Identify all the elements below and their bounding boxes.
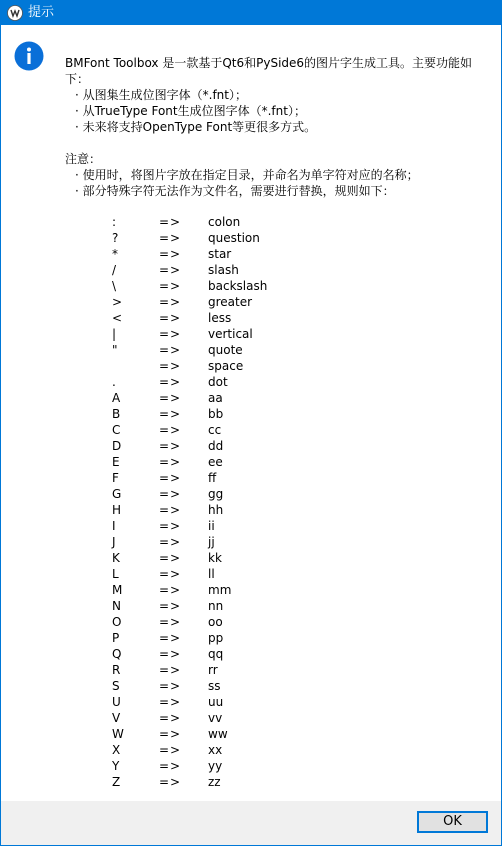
mapping-char: I (112, 519, 116, 533)
mapping-row (111, 342, 311, 358)
mapping-row (111, 534, 311, 550)
mapping-arrow: => (159, 535, 182, 549)
mapping-row (111, 326, 311, 342)
mapping-char: D (112, 439, 122, 453)
mapping-char: ? (112, 231, 119, 245)
mapping-char: U (112, 695, 121, 709)
mapping-arrow: => (159, 359, 182, 373)
mapping-arrow: => (159, 615, 182, 629)
mapping-arrow: => (159, 439, 182, 453)
mapping-char: L (112, 567, 119, 581)
mapping-arrow: => (159, 487, 182, 501)
mapping-name: star (208, 247, 232, 261)
mapping-row (111, 646, 311, 662)
mapping-arrow: => (159, 311, 182, 325)
mapping-char: Q (112, 647, 122, 661)
mapping-name: bb (208, 407, 224, 421)
mapping-char: S (112, 679, 120, 693)
button-bar (1, 801, 501, 845)
note-item: · 使用时，将图片字放在指定目录，并命名为单字符对应的名称； (75, 168, 419, 182)
mapping-name: nn (208, 599, 224, 613)
mapping-char: K (112, 551, 120, 565)
mapping-row (111, 694, 311, 710)
mapping-arrow: => (159, 327, 182, 341)
mapping-char: H (112, 503, 122, 517)
mapping-name: yy (208, 759, 223, 773)
mapping-row (111, 262, 311, 278)
mapping-arrow: => (159, 455, 182, 469)
feature-item: · 从TrueType Font生成位图字体（*.fnt）； (75, 104, 306, 118)
mapping-char: \ (112, 279, 117, 293)
mapping-char: " (112, 343, 118, 357)
mapping-row (111, 582, 311, 598)
mapping-row (111, 662, 311, 678)
mapping-char: . (112, 375, 116, 389)
mapping-row (111, 758, 311, 774)
mapping-name: ll (208, 567, 215, 581)
mapping-arrow: => (159, 743, 182, 757)
mapping-char: / (112, 263, 117, 277)
mapping-arrow: => (159, 471, 182, 485)
note-item: · 部分特殊字符无法作为文件名，需要进行替换，规则如下： (75, 184, 395, 198)
mapping-name: ii (208, 519, 215, 533)
mapping-name: pp (208, 631, 224, 645)
mapping-name: mm (208, 583, 232, 597)
mapping-row (111, 454, 311, 470)
mapping-arrow: => (159, 759, 182, 773)
mapping-row (111, 678, 311, 694)
mapping-char: F (112, 471, 119, 485)
mapping-name: slash (208, 263, 239, 277)
mapping-row (111, 406, 311, 422)
mapping-name: ww (208, 727, 228, 741)
mapping-arrow: => (159, 279, 182, 293)
mapping-arrow: => (159, 647, 182, 661)
mapping-row (111, 246, 311, 262)
mapping-arrow: => (159, 231, 182, 245)
mapping-name: dd (208, 439, 224, 453)
mapping-name: hh (208, 503, 224, 517)
mapping-row (111, 550, 311, 566)
mapping-arrow: => (159, 711, 182, 725)
mapping-char: : (112, 215, 117, 229)
mapping-arrow: => (159, 503, 182, 517)
mapping-row (111, 294, 311, 310)
app-icon (7, 5, 23, 21)
mapping-row (111, 630, 311, 646)
notes-title: 注意： (65, 152, 102, 166)
mapping-char: O (112, 615, 122, 629)
mapping-name: rr (208, 663, 218, 677)
mapping-row (111, 214, 311, 230)
mapping-char: W (112, 727, 124, 741)
mapping-arrow: => (159, 583, 182, 597)
feature-item: · 未来将支持OpenType Font等更很多方式。 (75, 120, 317, 134)
mapping-arrow: => (159, 663, 182, 677)
mapping-name: cc (208, 423, 222, 437)
mapping-arrow: => (159, 599, 182, 613)
mapping-arrow: => (159, 423, 182, 437)
mapping-row (111, 726, 311, 742)
mapping-row (111, 358, 311, 374)
mapping-name: xx (208, 743, 223, 757)
mapping-arrow: => (159, 247, 182, 261)
mapping-arrow: => (159, 391, 182, 405)
mapping-name: vv (208, 711, 223, 725)
mapping-name: ff (208, 471, 217, 485)
mapping-name: greater (208, 295, 253, 309)
mapping-row (111, 310, 311, 326)
mapping-name: colon (208, 215, 241, 229)
mapping-char: | (112, 327, 117, 341)
mapping-char: B (112, 407, 121, 421)
mapping-name: less (208, 311, 232, 325)
message-content (1, 25, 501, 801)
mapping-arrow: => (159, 407, 182, 421)
mapping-char: R (112, 663, 121, 677)
mapping-name: backslash (208, 279, 268, 293)
mapping-name: uu (208, 695, 224, 709)
mapping-name: vertical (208, 327, 253, 341)
mapping-char: P (112, 631, 120, 645)
mapping-name: qq (208, 647, 224, 661)
mapping-name: ss (208, 679, 221, 693)
mapping-arrow: => (159, 567, 182, 581)
mapping-row (111, 614, 311, 630)
mapping-row (111, 598, 311, 614)
mapping-arrow: => (159, 215, 182, 229)
mapping-char: M (112, 583, 123, 597)
mapping-row (111, 390, 311, 406)
mapping-name: quote (208, 343, 243, 357)
mapping-char: < (112, 311, 123, 325)
mapping-row (111, 710, 311, 726)
title-bar[interactable] (1, 1, 501, 25)
mapping-arrow: => (159, 727, 182, 741)
mapping-row (111, 502, 311, 518)
mapping-char: N (112, 599, 121, 613)
ok-button[interactable]: OK (417, 811, 488, 833)
mapping-row (111, 566, 311, 582)
mapping-arrow: => (159, 263, 182, 277)
mapping-arrow: => (159, 775, 182, 789)
mapping-char: Z (112, 775, 121, 789)
mapping-row (111, 422, 311, 438)
mapping-row (111, 518, 311, 534)
mapping-char: J (112, 535, 116, 549)
mapping-name: oo (208, 615, 223, 629)
mapping-arrow: => (159, 375, 182, 389)
mapping-name: gg (208, 487, 224, 501)
mapping-char: V (112, 711, 121, 725)
mapping-name: kk (208, 551, 222, 565)
mapping-arrow: => (159, 679, 182, 693)
mapping-name: aa (208, 391, 223, 405)
mapping-row (111, 230, 311, 246)
mapping-row (111, 774, 311, 790)
mapping-char: A (112, 391, 121, 405)
message-text (65, 55, 475, 199)
mapping-arrow: => (159, 695, 182, 709)
mapping-char: Y (112, 759, 120, 773)
mapping-row (111, 278, 311, 294)
mapping-arrow: => (159, 631, 182, 645)
mapping-row (111, 374, 311, 390)
mapping-name: question (208, 231, 260, 245)
mapping-row (111, 438, 311, 454)
mapping-arrow: => (159, 551, 182, 565)
mapping-name: space (208, 359, 244, 373)
mapping-char: E (112, 455, 120, 469)
mapping-name: zz (208, 775, 221, 789)
feature-item: · 从图集生成位图字体（*.fnt）； (75, 88, 247, 102)
mapping-char: > (112, 295, 123, 309)
mapping-name: jj (208, 535, 215, 549)
mapping-char: G (112, 487, 122, 501)
window-title: 提示 (28, 5, 55, 20)
mapping-arrow: => (159, 295, 182, 309)
mapping-char: X (112, 743, 121, 757)
mapping-row (111, 470, 311, 486)
mapping-arrow: => (159, 519, 182, 533)
intro-text: BMFont Toolbox 是一款基于Qt6和PySide6的图片字生成工具。主要功能如下： (65, 56, 473, 86)
mapping-arrow: => (159, 343, 182, 357)
char-mapping-table (111, 214, 311, 790)
mapping-name: dot (208, 375, 228, 389)
mapping-row (111, 742, 311, 758)
mapping-row (111, 486, 311, 502)
mapping-char: * (112, 247, 118, 261)
mapping-char: C (112, 423, 121, 437)
info-icon (14, 41, 44, 71)
mapping-name: ee (208, 455, 223, 469)
